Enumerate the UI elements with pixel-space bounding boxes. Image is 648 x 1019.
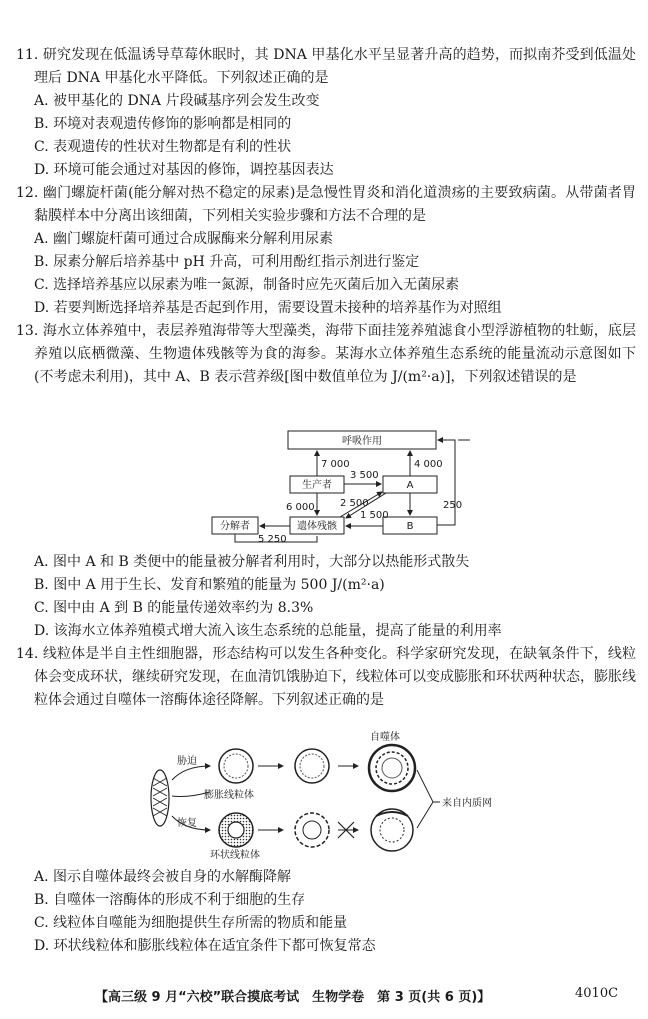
mitochondrion-icon [151,770,169,826]
producer-label: 生产者 [302,480,332,491]
swollen-mitochondrion-2-icon [295,749,329,783]
option-b: B. 环境对表观遗传修饰的影响都是相同的 [34,116,292,132]
option-a: A. 幽门螺旋杆菌可通过合成脲酶来分解利用尿素 [34,231,334,247]
decomposer-label: 分解者 [220,521,250,532]
option-c: C. 选择培养基应以尿素为唯一氮源，制备时应先灭菌后加入无菌尿素 [34,277,460,293]
mitochondria-diagram [140,730,510,862]
value-5250: 5 250 [258,534,287,544]
option-a: A. 图示自噬体最终会被自身的水解酶降解 [34,869,292,885]
option-c: C. 线粒体自噬能为细胞提供生存所需的物质和能量 [34,915,348,931]
remains-label: 遗体残骸 [297,521,337,532]
option-c: C. 表观遗传的性状对生物都是有利的性状 [34,139,292,155]
swollen-label: 膨胀线粒体 [204,790,254,801]
question-11 [16,44,636,182]
respiration-label: 呼吸作用 [342,436,382,447]
question-12 [16,182,636,320]
option-b: B. 自噬体一溶酶体的形成不利于细胞的生存 [34,892,306,908]
autophagosome-icon [369,745,415,791]
option-a: A. 被甲基化的 DNA 片段碱基序列会发生改变 [34,93,320,109]
option-d: D. 环境可能会通过对基因的修饰，调控基因表达 [34,162,334,178]
recover-label: 恢复 [177,818,197,829]
option-b: B. 尿素分解后培养基中 pH 升高，可利用酚红指示剂进行鉴定 [34,254,420,270]
value-6000: 6 000 [286,502,315,513]
ring-label: 环状线粒体 [210,850,260,861]
value-4000: 4 000 [414,459,443,470]
swollen-mitochondrion-icon [219,749,253,783]
value-250: 250 [443,500,463,511]
question-stem: 13. 海水立体养殖中，表层养殖海带等大型藻类，海带下面挂笼养殖滤食小型浮游植物的牡蛎，底层养殖以底栖微藻、生物遗体残骸等为食的海参。某海水立体养殖生态系统的能量流动示意图如下(不考虑未利用)，其中 A、B 表示营养级[图中数值单位为 J/(m²·a)]，下列叙述错误的是 [16,323,636,385]
option-b: B. 图中 A 用于生长、发育和繁殖的能量为 500 J/(m²·a) [34,577,385,593]
question-14-options [16,866,636,958]
option-d: D. 环状线粒体和膨胀线粒体在适宜条件下都可恢复常态 [34,938,376,954]
option-c: C. 图中由 A 到 B 的能量传递效率约为 8.3% [34,600,314,616]
b-label: B [406,521,414,532]
option-a: A. 图中 A 和 B 类便中的能量被分解者利用时，大部分以热能形式散失 [34,554,470,570]
question-stem: 14. 线粒体是半自主性细胞器，形态结构可以发生各种变化。科学家研究发现，在缺氧条件下，线粒体会变成环状，继续研究发现，在血清饥饿胁迫下，线粒体可以变成膨胀和环状两种状态，膨胀线粒体会通过自噬体一溶酶体途径降解。下列叙述正确的是 [16,646,636,708]
value-3500: 3 500 [350,470,379,481]
value-2500: 2 500 [340,498,369,509]
autophagosome-label: 自噬体 [370,732,400,743]
option-d: D. 若要判断选择培养基是否起到作用，需要设置未接种的培养基作为对照组 [34,300,502,316]
stress-label: 胁迫 [177,756,197,767]
question-stem: 11. 研究发现在低温诱导草莓休眠时，其 DNA 甲基化水平呈显著升高的趋势，而拟南芥受到低温处理后 DNA 甲基化水平降低。下列叙述正确的是 [16,47,636,86]
ring-mitochondrion-2-icon [295,813,329,847]
energy-flow-diagram [200,426,470,544]
page-footer [0,986,648,1006]
question-14 [16,643,636,712]
question-stem: 12. 幽门螺旋杆菌(能分解对热不稳定的尿素)是急慢性胃炎和消化道溃疡的主要致病菌。从带菌者胃黏膜样本中分离出该细菌，下列相关实验步骤和方法不合理的是 [16,185,636,224]
ring-autophagosome-icon [371,809,413,851]
ring-mitochondrion-icon [219,813,253,847]
er-label: 来自内质网 [442,798,492,809]
footer-code: 4010C [575,986,619,1001]
footer-title: 【高三级 9 月“六校”联合摸底考试 生物学卷 第 3 页(共 6 页)】 [95,990,491,1005]
option-d: D. 该海水立体养殖模式增大流入该生态系统的总能量，提高了能量的利用率 [34,623,502,639]
question-13-options [16,551,636,643]
a-label: A [406,480,414,491]
question-13 [16,320,636,389]
value-1500: 1 500 [360,510,389,521]
value-7000: 7 000 [321,459,350,470]
